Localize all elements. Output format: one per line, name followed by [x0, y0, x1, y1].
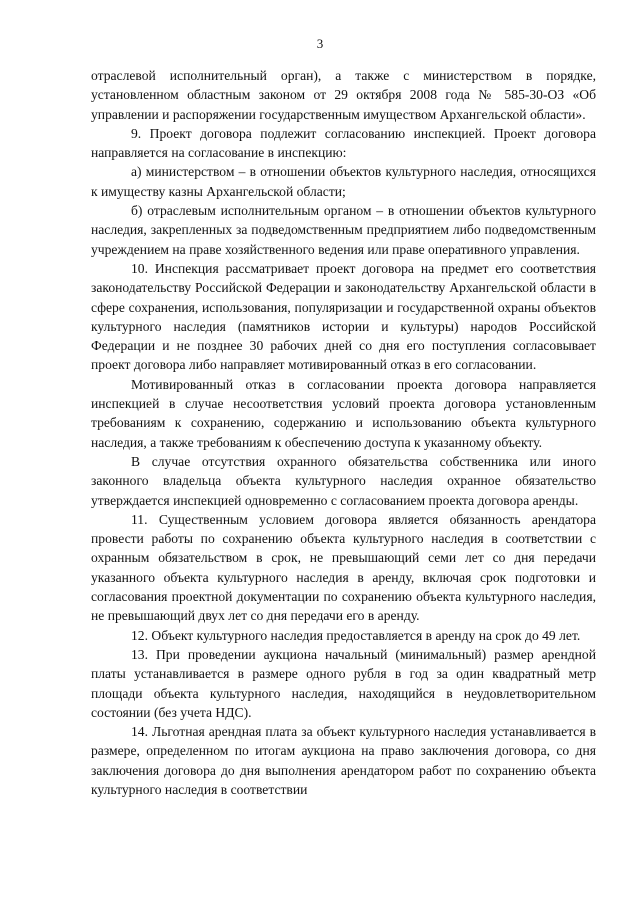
- paragraph-13: 13. При проведении аукциона начальный (минимальный) размер арендной платы устанавливается в размере одного рубля в год за один квадратный метр площади объекта культурного наследия, находящийся в неудовлетворительном состоянии (без учета НДС).: [91, 646, 596, 720]
- paragraph-10-refusal: Мотивированный отказ в согласовании проекта договора направляется инспекцией в случае несоответствия условий проекта договора установленным требованиям к сохранению, содержанию и использованию объекта культурного наследия, а также требованиям к обеспечению доступа к указанному объекту.: [91, 376, 596, 450]
- paragraph-14: 14. Льготная арендная плата за объект культурного наследия устанавливается в размере, определенном по итогам аукциона на право заключения договора, со дня заключения договора до дня выполнения арендатором работ по сохранению объекта культурного наследия в соответствии: [91, 724, 596, 797]
- page-number: 3: [316, 36, 324, 51]
- paragraph-continuation: отраслевой исполнительный орган), а также с министерством в порядке, установленном областным законом от 29 октября 2008 года № 585-30-ОЗ «Об управлении и распоряжении государственным имуществом Архангельской области».: [91, 68, 596, 122]
- paragraph-10-obligation: В случае отсутствия охранного обязательства собственника или иного законного владельца объекта культурного наследия охранное обязательство утверждается инспекцией одновременно с согласованием проекта договора аренды.: [91, 453, 596, 508]
- paragraph-9-a: а) министерством – в отношении объектов культурного наследия, относящихся к имуществу казны Архангельской области;: [91, 164, 596, 199]
- paragraph-9: 9. Проект договора подлежит согласованию инспекцией. Проект договора направляется на согласование в инспекцию:: [91, 125, 596, 161]
- paragraph-12: 12. Объект культурного наследия предоставляется в аренду на срок до 49 лет.: [131, 627, 581, 643]
- paragraph-11: 11. Существенным условием договора является обязанность арендатора провести работы по сохранению объекта культурного наследия в соответствии с охранным обязательством в срок, не превышающий семи лет со дня передачи указанного объекта культурного наследия в аренду, включая срок подготовки и согласования проектной документации по сохранению объекта культурного наследия, не превышающий двух лет со дня передачи его в аренду.: [91, 511, 596, 624]
- document-body: [91, 66, 596, 799]
- paragraph-10: 10. Инспекция рассматривает проект договора на предмет его соответствия законодательству Российской Федерации и законодательству Архангельской области в сфере сохранения, использования, популяризации и государственной охраны объектов культурного наследия (памятников истории и культуры) народов Российской Федерации и не позднее 30 рабочих дней со дня его поступления согласовывает проект договора либо направляет мотивированный отказ в его согласовании.: [91, 260, 596, 373]
- paragraph-9-b: б) отраслевым исполнительным органом – в отношении объектов культурного наследия, закрепленных за подведомственным предприятием либо подведомственным учреждением на праве хозяйственного ведения или праве оперативного управления.: [91, 203, 596, 257]
